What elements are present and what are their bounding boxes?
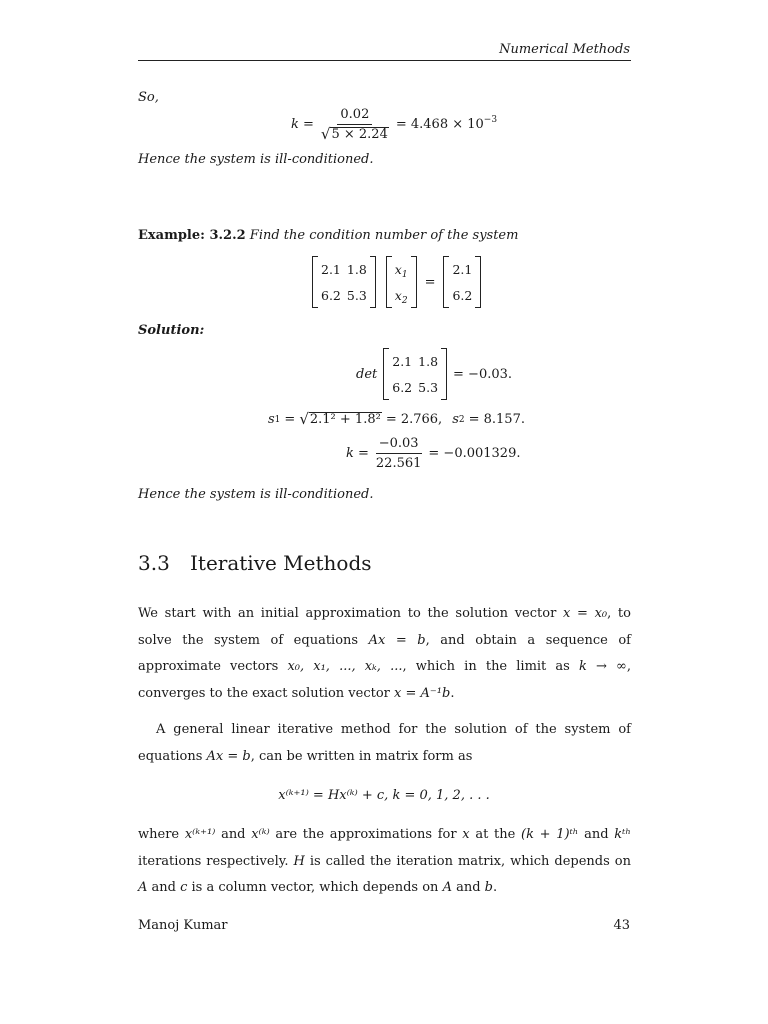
math: (k + 1)ᵗʰ — [521, 827, 579, 842]
text: and — [578, 827, 615, 842]
matrix-cell: 1.8 — [346, 261, 367, 277]
example-label: Example: 3.2.2 — [138, 228, 246, 243]
conclusion-2: Hence the system is ill-conditioned. — [138, 487, 374, 502]
math: A — [442, 880, 452, 895]
s1-result: = 2.766, — [385, 412, 443, 427]
text: We start with an initial approximation to the solution vector — [138, 606, 563, 621]
math: k → ∞ — [578, 659, 627, 674]
example-statement: Find the condition number of the system — [249, 228, 519, 243]
k-lhs: k = — [291, 117, 314, 132]
math: x — [462, 827, 470, 842]
math: x⁽ᵏ⁺¹⁾ — [184, 827, 216, 842]
text: . — [450, 685, 455, 701]
k-denominator — [318, 125, 392, 142]
s1-sqrt — [299, 412, 382, 427]
math: b — [484, 880, 493, 895]
x-var: x — [394, 287, 402, 303]
x-sub: 2 — [401, 295, 408, 306]
equals-sign: = — [424, 274, 436, 290]
math: A — [138, 880, 148, 895]
vector-cell: 2.1 — [452, 261, 473, 277]
s1-radicand: 2.1² + 1.8² — [309, 412, 381, 427]
text: where — [138, 827, 185, 842]
math: x = x₀ — [562, 606, 608, 621]
text: , converges to the exact solution vector — [138, 659, 631, 701]
k-fraction — [318, 107, 392, 142]
k2-result: = −0.001329. — [428, 446, 521, 461]
page-number: 43 — [613, 918, 630, 933]
text: is a column vector, which depends on — [187, 880, 443, 895]
text: at the — [469, 827, 521, 842]
text: and — [215, 827, 252, 842]
section-title — [138, 551, 372, 575]
k-radicand: 5 × 2.24 — [331, 127, 388, 142]
footer-author: Manoj Kumar — [138, 918, 228, 933]
math: Ax = b — [206, 748, 251, 764]
matrix-cell: 2.1 — [392, 353, 413, 369]
matrix-cell: 2.1 — [321, 261, 341, 277]
k-result-base: = 4.468 × 10 — [395, 117, 484, 132]
text: , can be written in matrix form as — [250, 748, 473, 764]
matrix-cell: 6.2 — [321, 287, 341, 303]
sqrt-sign: √ — [320, 125, 331, 143]
matrix-cell: 6.2 — [392, 379, 413, 395]
matrix-a — [312, 256, 376, 308]
math: x = A⁻¹b — [394, 685, 451, 701]
vector-b — [443, 256, 481, 308]
text: , to solve the system of equations — [138, 606, 631, 648]
k2-lhs: k = — [346, 446, 369, 461]
s2-lhs: s — [452, 412, 459, 427]
k-result — [396, 117, 497, 132]
k-result-exponent: −3 — [483, 115, 498, 125]
math: x₀, x₁, ..., xₖ, ... — [287, 659, 403, 674]
s2-result: = 8.157. — [468, 412, 525, 427]
det-matrix — [383, 348, 447, 400]
conclusion-1: Hence the system is ill-conditioned. — [138, 152, 374, 167]
section-number: 3.3 — [138, 551, 170, 575]
text: is called the iteration matrix, which depends on — [304, 853, 631, 869]
vector-x — [386, 256, 417, 308]
math: kᵗʰ — [614, 827, 632, 842]
k-numerator: 0.02 — [337, 107, 372, 125]
matrix-cell: 1.8 — [418, 353, 439, 369]
iteration-formula: x⁽ᵏ⁺¹⁾ = Hx⁽ᵏ⁾ + c, k = 0, 1, 2, . . . — [278, 788, 490, 803]
paragraph-1 — [138, 601, 631, 707]
text: , and obtain a sequence of approximate vectors — [138, 632, 631, 674]
matrix-cell: 5.3 — [346, 287, 367, 303]
condition-number-equation — [291, 107, 497, 142]
example-system — [310, 256, 483, 308]
singular-values-equation: s 1 = √ 2.1² + 1.8² = 2.766, s 2 = 8.157. — [268, 410, 525, 428]
paragraph-2 — [138, 717, 631, 770]
text: iterations respectively. — [138, 853, 294, 869]
section-name: Iterative Methods — [190, 551, 372, 575]
s1-lhs: s — [268, 412, 275, 427]
matrix-cell: 5.3 — [418, 379, 439, 395]
sqrt-sign: √ — [299, 410, 309, 428]
header-rule — [138, 60, 631, 61]
vector-cell: 6.2 — [452, 287, 473, 303]
so-text: So, — [138, 90, 159, 105]
text: . — [493, 880, 498, 895]
k-solution-equation — [346, 436, 521, 471]
example-heading — [138, 228, 518, 243]
text: A general linear iterative method for the solution of the system of equations — [138, 722, 631, 764]
math: H — [293, 853, 305, 869]
math: x⁽ᵏ⁾ — [251, 827, 270, 842]
x-var: x — [394, 261, 402, 277]
math: Ax = b — [368, 632, 426, 648]
det-result: = −0.03. — [453, 366, 513, 382]
k2-denominator: 22.561 — [375, 456, 422, 471]
solution-label: Solution: — [138, 323, 205, 338]
text: , which in the limit as — [402, 659, 579, 674]
math: c — [180, 880, 188, 895]
paragraph-3 — [138, 822, 631, 902]
det-label: det — [356, 366, 378, 382]
text: and — [147, 880, 181, 895]
s1-eq: = — [284, 412, 296, 427]
determinant-equation — [356, 348, 512, 400]
vector-cell — [392, 256, 411, 282]
x-sub: 1 — [401, 269, 408, 280]
k2-fraction — [373, 436, 425, 471]
k2-numerator: −0.03 — [376, 436, 422, 454]
text: are the approximations for — [269, 827, 463, 842]
vector-cell — [392, 282, 411, 308]
text: and — [451, 880, 485, 895]
running-header: Numerical Methods — [499, 42, 630, 57]
